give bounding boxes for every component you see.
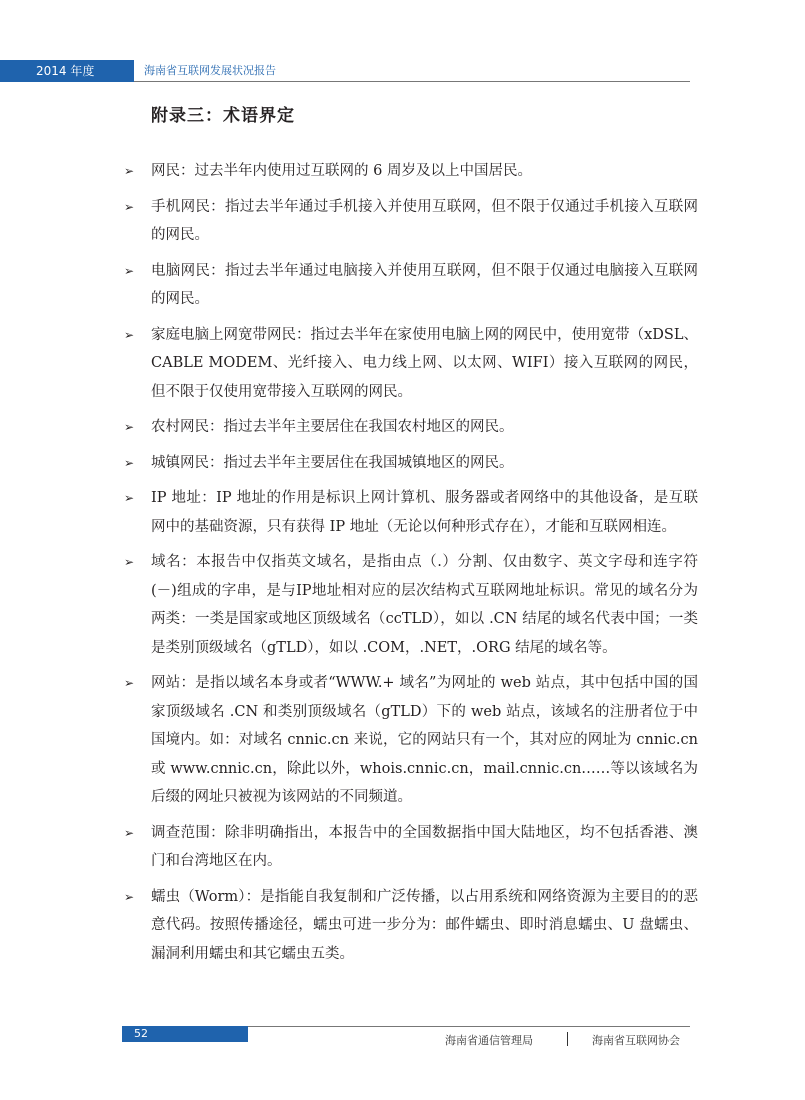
term-text: 域名：本报告中仅指英文域名，是指由点（.）分割、仅由数字、英文字母和连字符(－)组成的字串，是与IP地址相对应的层次结构式互联网地址标识。常见的域名分为两类：一类是国家或地区顶级域名（ccTLD），如以 .CN 结尾的域名代表中国；一类是类别顶级域名（gTLD），如以 .COM，.NET，.ORG 结尾的域名等。	[151, 554, 698, 656]
term-text: IP 地址：IP 地址的作用是标识上网计算机、服务器或者网络中的其他设备，是互联网中的基础资源，只有获得 IP 地址（无论以何种形式存在），才能和互联网相连。	[151, 490, 698, 535]
term-survey-scope	[124, 819, 698, 876]
terms-list	[124, 157, 698, 975]
term-text: 网站：是指以域名本身或者“WWW.+ 域名”为网址的 web 站点，其中包括中国的国家顶级域名 .CN 和类别顶级域名（gTLD）下的 web 站点，该域名的注册者位于中国境内。如：对域名 cnnic.cn 来说，它的网站只有一个，其对应的网址为 cnnic.cn 或 www.cnnic.cn，除此以外，whois.cnnic.cn，mail.cnnic.cn……等以该域名为后缀的网址只被视为该网站的不同频道。	[151, 675, 698, 805]
term-text: 手机网民：指过去半年通过手机接入并使用互联网，但不限于仅通过手机接入互联网的网民。	[151, 198, 698, 243]
footer-org-internet-association: 海南省互联网协会	[592, 1034, 680, 1047]
term-netizen	[124, 157, 698, 186]
term-text: 电脑网民：指过去半年通过电脑接入并使用互联网，但不限于仅通过电脑接入互联网的网民。	[151, 262, 698, 307]
bullet-arrow-icon: ➢	[124, 327, 135, 342]
section-title: 附录三：术语界定	[151, 106, 295, 126]
term-website	[124, 669, 698, 812]
term-text: 家庭电脑上网宽带网民：指过去半年在家使用电脑上网的网民中，使用宽带（xDSL、CABLE MODEM、光纤接入、电力线上网、以太网、WIFI）接入互联网的网民，但不限于仅使用宽带接入互联网的网民。	[151, 326, 698, 400]
term-ip-address	[124, 484, 698, 541]
bullet-arrow-icon: ➢	[124, 555, 135, 569]
bullet-arrow-icon: ➢	[124, 199, 135, 214]
term-text: 蠕虫（Worm）：是指能自我复制和广泛传播，以占用系统和网络资源为主要目的的恶意代码。按照传播途径，蠕虫可进一步分为：邮件蠕虫、即时消息蠕虫、U 盘蠕虫、漏洞利用蠕虫和其它蠕虫五类。	[151, 888, 698, 962]
term-rural-netizen	[124, 413, 698, 442]
term-text: 城镇网民：指过去半年主要居住在我国城镇地区的网民。	[151, 454, 514, 471]
header-report-title: 海南省互联网发展状况报告	[144, 64, 276, 77]
term-home-broadband-netizen	[124, 321, 698, 407]
footer-separator	[567, 1032, 568, 1046]
bullet-arrow-icon: ➢	[124, 455, 135, 470]
bullet-arrow-icon: ➢	[124, 825, 135, 840]
bullet-arrow-icon: ➢	[124, 676, 135, 690]
term-mobile-netizen	[124, 193, 698, 250]
footer-org-telecom-bureau: 海南省通信管理局	[445, 1034, 533, 1047]
bullet-arrow-icon: ➢	[124, 889, 135, 904]
header-divider	[134, 81, 690, 82]
term-urban-netizen	[124, 449, 698, 478]
bullet-arrow-icon: ➢	[124, 164, 135, 178]
bullet-arrow-icon: ➢	[124, 263, 135, 278]
term-text: 农村网民：指过去半年主要居住在我国农村地区的网民。	[151, 419, 514, 435]
term-worm	[124, 883, 698, 969]
header-year-badge: 2014 年度	[0, 60, 134, 82]
term-text: 调查范围：除非明确指出，本报告中的全国数据指中国大陆地区，均不包括香港、澳门和台湾地区在内。	[151, 824, 698, 869]
page-number: 52	[122, 1026, 248, 1042]
term-pc-netizen	[124, 257, 698, 314]
bullet-arrow-icon: ➢	[124, 420, 135, 434]
term-text: 网民：过去半年内使用过互联网的 6 周岁及以上中国居民。	[151, 163, 532, 179]
term-domain-name	[124, 548, 698, 662]
bullet-arrow-icon: ➢	[124, 491, 135, 505]
